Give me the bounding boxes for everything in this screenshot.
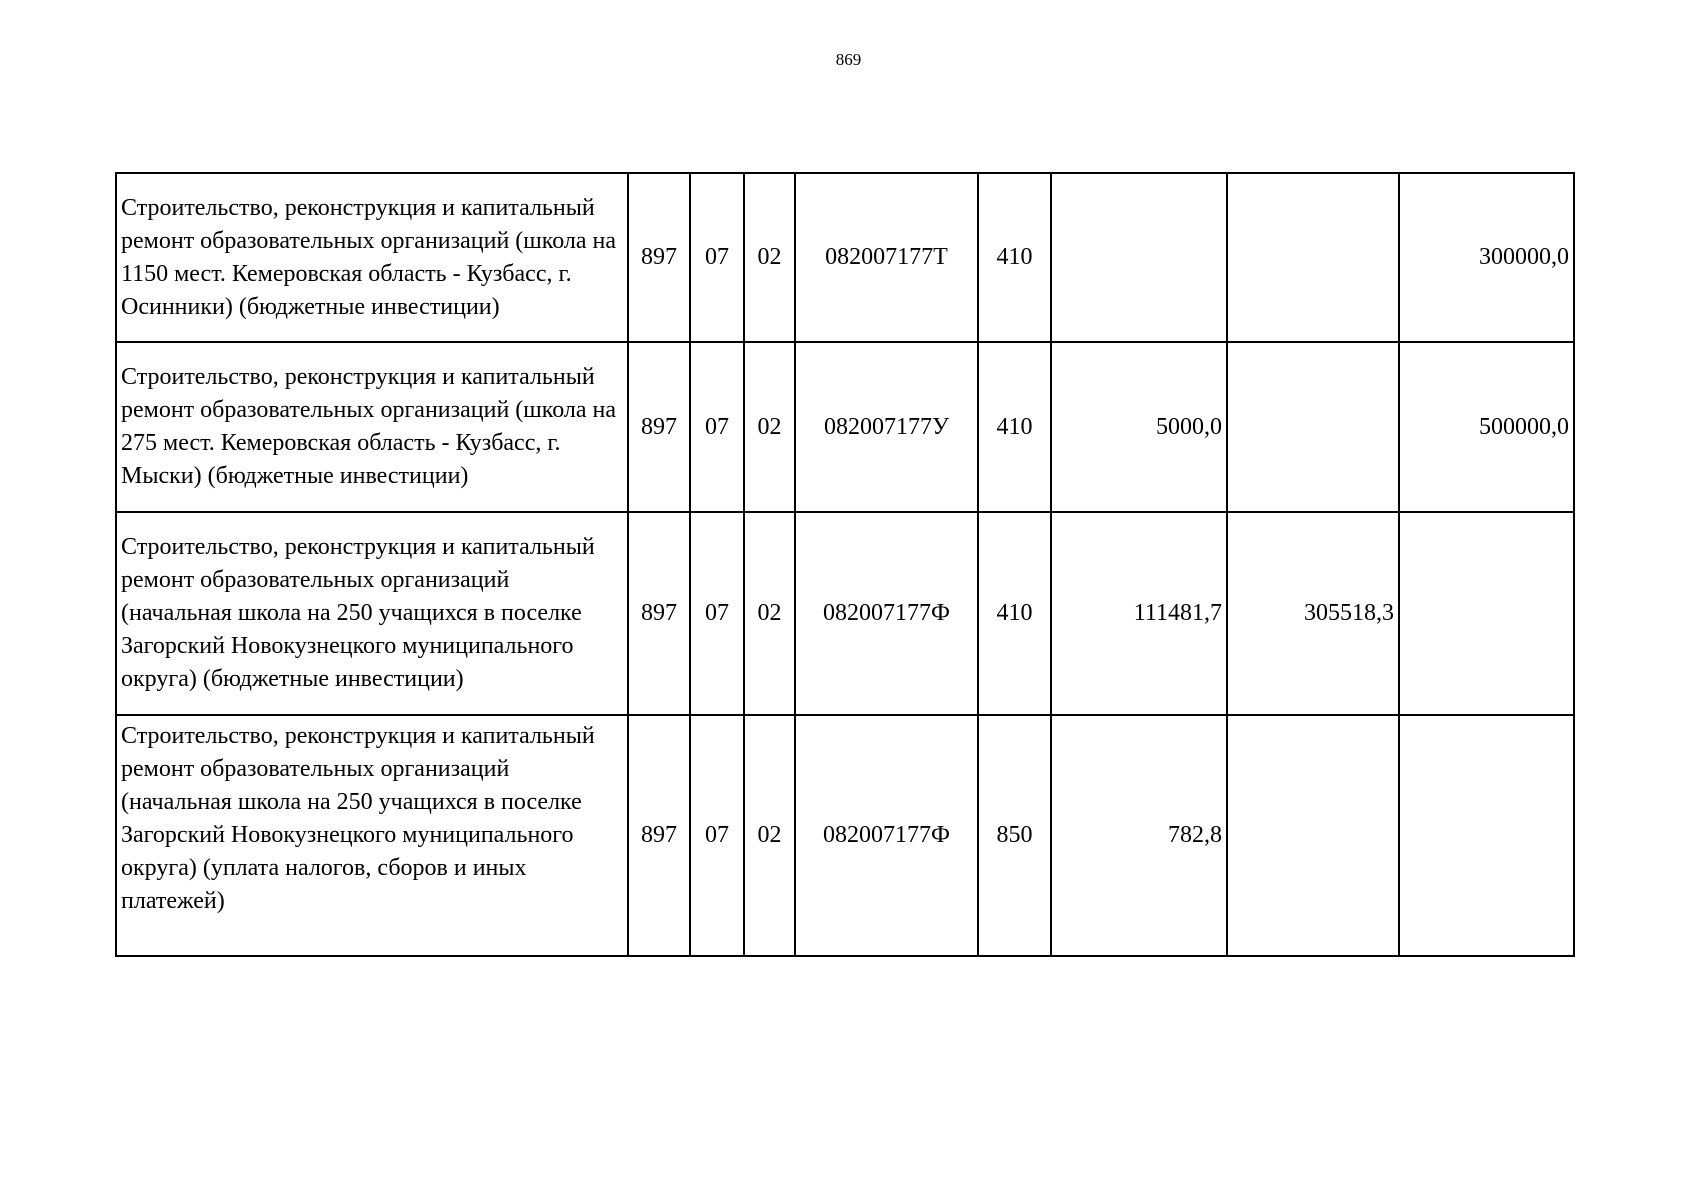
section-code: 07 bbox=[690, 173, 744, 342]
section-code: 07 bbox=[690, 512, 744, 715]
amount-2 bbox=[1227, 342, 1399, 512]
target-article-code: 082007177Т bbox=[795, 173, 978, 342]
section-code: 07 bbox=[690, 715, 744, 956]
amount-3 bbox=[1399, 512, 1574, 715]
amount-1: 782,8 bbox=[1051, 715, 1227, 956]
ministry-code: 897 bbox=[628, 173, 690, 342]
expense-type-code: 410 bbox=[978, 342, 1051, 512]
row-description: Строительство, реконструкция и капитальный ремонт образовательных организаций (начальная школа на 250 учащихся в поселке Загорский Новокузнецкого муниципального округа) (уплата налогов, сборов и иных платежей) bbox=[116, 715, 628, 956]
amount-3: 500000,0 bbox=[1399, 342, 1574, 512]
ministry-code: 897 bbox=[628, 715, 690, 956]
ministry-code: 897 bbox=[628, 342, 690, 512]
expense-type-code: 410 bbox=[978, 173, 1051, 342]
target-article-code: 082007177У bbox=[795, 342, 978, 512]
amount-2 bbox=[1227, 715, 1399, 956]
target-article-code: 082007177Ф bbox=[795, 715, 978, 956]
amount-1: 111481,7 bbox=[1051, 512, 1227, 715]
amount-2: 305518,3 bbox=[1227, 512, 1399, 715]
table-row bbox=[116, 512, 1574, 715]
section-code: 07 bbox=[690, 342, 744, 512]
row-description: Строительство, реконструкция и капитальный ремонт образовательных организаций (школа на 1150 мест. Кемеровская область - Кузбасс, г. Осинники) (бюджетные инвестиции) bbox=[116, 173, 628, 342]
ministry-code: 897 bbox=[628, 512, 690, 715]
subsection-code: 02 bbox=[744, 342, 795, 512]
expense-type-code: 410 bbox=[978, 512, 1051, 715]
amount-3: 300000,0 bbox=[1399, 173, 1574, 342]
subsection-code: 02 bbox=[744, 715, 795, 956]
table-row bbox=[116, 342, 1574, 512]
page-number: 869 bbox=[835, 50, 862, 69]
table-row bbox=[116, 715, 1574, 956]
subsection-code: 02 bbox=[744, 512, 795, 715]
row-description: Строительство, реконструкция и капитальный ремонт образовательных организаций (начальная школа на 250 учащихся в поселке Загорский Новокузнецкого муниципального округа) (бюджетные инвестиции) bbox=[116, 512, 628, 715]
amount-1: 5000,0 bbox=[1051, 342, 1227, 512]
amount-3 bbox=[1399, 715, 1574, 956]
target-article-code: 082007177Ф bbox=[795, 512, 978, 715]
expense-type-code: 850 bbox=[978, 715, 1051, 956]
subsection-code: 02 bbox=[744, 173, 795, 342]
table-row bbox=[116, 173, 1574, 342]
amount-1 bbox=[1051, 173, 1227, 342]
budget-table bbox=[115, 172, 1575, 957]
row-description: Строительство, реконструкция и капитальный ремонт образовательных организаций (школа на 275 мест. Кемеровская область - Кузбасс, г. Мыски) (бюджетные инвестиции) bbox=[116, 342, 628, 512]
amount-2 bbox=[1227, 173, 1399, 342]
